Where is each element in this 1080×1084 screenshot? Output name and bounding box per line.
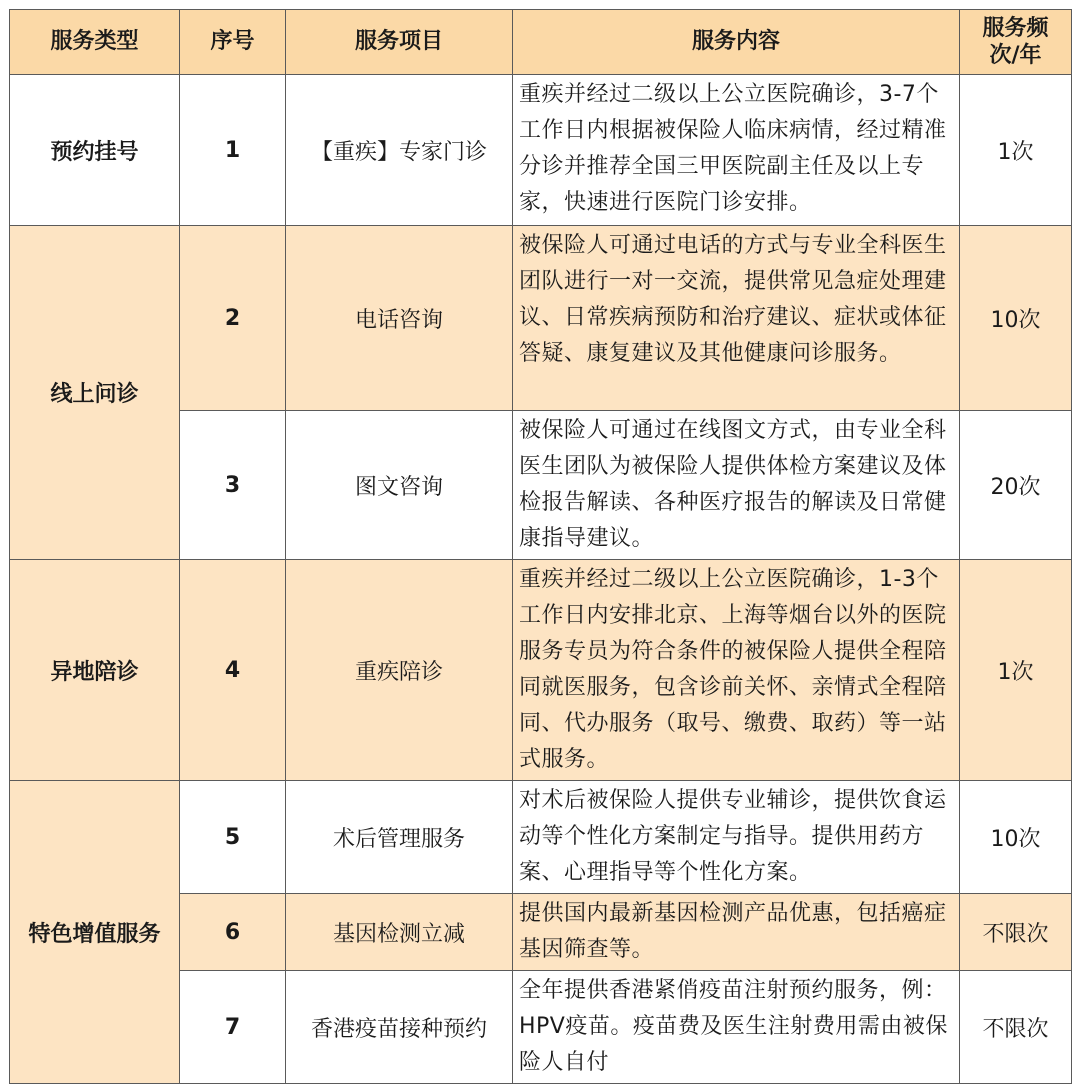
item-cell: 电话咨询	[286, 226, 513, 411]
header-row	[10, 10, 1072, 75]
table-row	[10, 226, 1072, 411]
content-cell: 提供国内最新基因检测产品优惠，包括癌症基因筛查等。	[513, 894, 960, 971]
item-cell: 图文咨询	[286, 411, 513, 560]
service-table-container	[9, 9, 1071, 1084]
content-cell: 全年提供香港紧俏疫苗注射预约服务，例：HPV疫苗。疫苗费及医生注射费用需由被保险人自付	[513, 971, 960, 1084]
seq-cell: 7	[180, 971, 286, 1084]
content-cell: 重疾并经过二级以上公立医院确诊，3-7个工作日内根据被保险人临床病情，经过精准分诊并推荐全国三甲医院副主任及以上专家，快速进行医院门诊安排。	[513, 75, 960, 226]
service-table	[9, 9, 1072, 1084]
content-cell: 重疾并经过二级以上公立医院确诊，1-3个工作日内安排北京、上海等烟台以外的医院服务专员为符合条件的被保险人提供全程陪同就医服务，包含诊前关怀、亲情式全程陪同、代办服务（取号、缴费、取药）等一站式服务。	[513, 560, 960, 781]
frequency-cell: 1次	[960, 75, 1072, 226]
frequency-cell: 不限次	[960, 894, 1072, 971]
header-service-content: 服务内容	[513, 10, 960, 75]
header-frequency	[960, 10, 1072, 75]
content-cell: 对术后被保险人提供专业辅诊，提供饮食运动等个性化方案制定与指导。提供用药方案、心理指导等个性化方案。	[513, 781, 960, 894]
seq-cell: 4	[180, 560, 286, 781]
category-cell: 线上问诊	[10, 226, 180, 560]
item-cell: 术后管理服务	[286, 781, 513, 894]
seq-cell: 3	[180, 411, 286, 560]
frequency-cell: 10次	[960, 226, 1072, 411]
frequency-cell: 不限次	[960, 971, 1072, 1084]
table-row	[10, 560, 1072, 781]
seq-cell: 6	[180, 894, 286, 971]
content-cell: 被保险人可通过在线图文方式，由专业全科医生团队为被保险人提供体检方案建议及体检报告解读、各种医疗报告的解读及日常健康指导建议。	[513, 411, 960, 560]
table-row	[10, 75, 1072, 226]
seq-cell: 2	[180, 226, 286, 411]
item-cell: 香港疫苗接种预约	[286, 971, 513, 1084]
content-cell: 被保险人可通过电话的方式与专业全科医生团队进行一对一交流，提供常见急症处理建议、日常疾病预防和治疗建议、症状或体征答疑、康复建议及其他健康问诊服务。	[513, 226, 960, 411]
item-cell: 重疾陪诊	[286, 560, 513, 781]
header-service-type: 服务类型	[10, 10, 180, 75]
category-cell: 特色增值服务	[10, 781, 180, 1084]
table-row	[10, 781, 1072, 894]
frequency-cell: 10次	[960, 781, 1072, 894]
item-cell: 基因检测立减	[286, 894, 513, 971]
seq-cell: 1	[180, 75, 286, 226]
category-cell: 预约挂号	[10, 75, 180, 226]
header-frequency-line1: 服务频	[982, 15, 1049, 41]
seq-cell: 5	[180, 781, 286, 894]
frequency-cell: 20次	[960, 411, 1072, 560]
item-cell: 【重疾】专家门诊	[286, 75, 513, 226]
header-service-item: 服务项目	[286, 10, 513, 75]
header-seq: 序号	[180, 10, 286, 75]
frequency-cell: 1次	[960, 560, 1072, 781]
category-cell: 异地陪诊	[10, 560, 180, 781]
header-frequency-line2: 次/年	[989, 43, 1042, 68]
